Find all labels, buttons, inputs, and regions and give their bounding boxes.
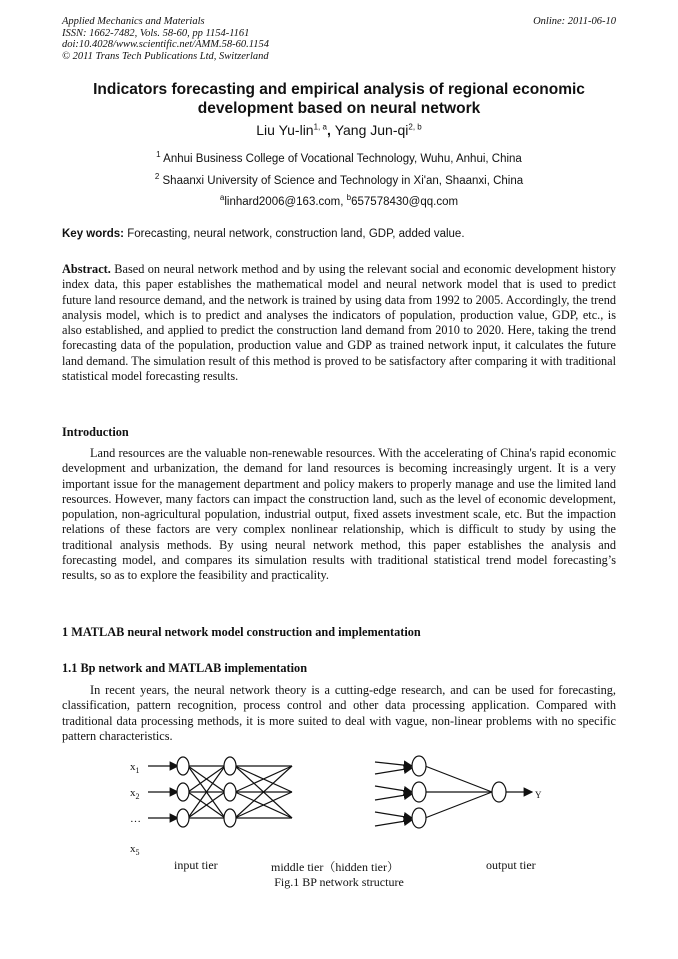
input-node-1: [177, 757, 189, 775]
email-b: 657578430@qq.com: [351, 195, 459, 208]
online-date: Online: 2011-06-10: [533, 16, 616, 27]
author-1: Liu Yu-lin: [256, 122, 314, 138]
intro-paragraph: Land resources are the valuable non-renewable resources. With the accelerating of China's rapid economic development and urbanization, the demand for land resources is becoming increasingly urgent. It is a very important issue for the management department and policy makers to properly manage and use the limited land resources. However, many factors can impact the construction land, such as the level of economic development, population, non-agricultural population, industrial output, fixed assets investment scale, etc. But the impaction relations of these factors are very complex nonlinear relationship, which is difficult to study by using the traditional analysis methods. By using neural network method, this paper establishes the analysis and forecasting model, and compares its simulation results with traditional statistical trend model forecasting’s results, so as to explore the feasibility and practicality.: [62, 446, 616, 583]
author-2: Yang Jun-qi: [334, 122, 409, 138]
output-node: [492, 782, 506, 802]
hidden-node-1: [224, 757, 236, 775]
hidden-node-3: [224, 809, 236, 827]
label-x2: $x_2$: [130, 787, 140, 801]
journal-name: Applied Mechanics and Materials: [62, 16, 205, 27]
input-tier-label: input tier: [174, 858, 218, 872]
label-dots: …: [130, 813, 141, 825]
abstract: Abstract. Based on neural network method and by using the relevant social and economic development history index data, this paper establishes the mathematical model and neural network model that is used to predict future land resource demand, and the network is trained by using data from 1992 to 2005. Accordingly, the trend analysis model, which is to predict and analyses the indicators of population, production value, GDP, etc., is also established, and applied to predict the construction land demand from 2010 to 2020. Here, taking the trend forecasting data of the population, production value and GDP as trained network input, it calculates the future land demand. The simulation result of this method is proved to be satisfactory after comparing it with traditional statistical model forecasting results.: [62, 262, 616, 384]
doi: doi:10.4028/www.scientific.net/AMM.58-60.1154: [62, 39, 269, 50]
keywords: Key words: Forecasting, neural network, construction land, GDP, added value.: [62, 228, 465, 240]
emails: $^a$linhard2006@163.com, $^b$657578430@qq.com: [219, 193, 459, 208]
hidden-node-4: [412, 756, 426, 776]
section-1-1-paragraph: In recent years, the neural network theory is a cutting-edge research, and can be used for forecasting, classification, pattern recognition, process control and other data processing application. Compared with traditional data processing methods, it is more suited to deal with vague, non-linear problems with no specific pattern characteristics.: [62, 683, 616, 743]
issn: ISSN: 1662-7482, Vols. 58-60, pp 1154-1161: [62, 27, 250, 39]
middle-tier-label: middle tier（hidden tier）: [271, 860, 399, 874]
input-node-2: [177, 783, 189, 801]
label-x5: $x_5$: [130, 843, 140, 857]
hidden-node-6: [412, 808, 426, 828]
section-1-1-heading: 1.1 Bp network and MATLAB implementation: [62, 661, 308, 675]
copyright: © 2011 Trans Tech Publications Ltd, Switzerland: [62, 50, 269, 62]
hidden-node-2: [224, 783, 236, 801]
intro-heading: Introduction: [62, 425, 129, 439]
figure-caption: Fig.1 BP network structure: [274, 875, 404, 889]
paper-title: Indicators forecasting and empirical analysis of regional economic development based on neural network: [93, 81, 585, 117]
bp-network-figure: [120, 748, 560, 873]
email-a: linhard2006@163.com,: [224, 195, 347, 208]
authors: Liu Yu-lin$^{1, a}$, Yang Jun-qi$^{2, b}$: [256, 122, 422, 138]
hidden-node-5: [412, 782, 426, 802]
label-y: Y: [535, 790, 542, 800]
affiliation-1: $^1$ Anhui Business College of Vocational Technology, Wuhu, Anhui, China: [156, 150, 522, 165]
input-node-3: [177, 809, 189, 827]
output-tier-label: output tier: [486, 858, 536, 872]
journal-header: [62, 16, 269, 62]
label-x1: $x_1$: [130, 761, 140, 775]
section-1-heading: 1 MATLAB neural network model construction and implementation: [62, 625, 421, 639]
affiliation-2: $^2$ Shaanxi University of Science and Technology in Xi'an, Shaanxi, China: [154, 172, 524, 187]
